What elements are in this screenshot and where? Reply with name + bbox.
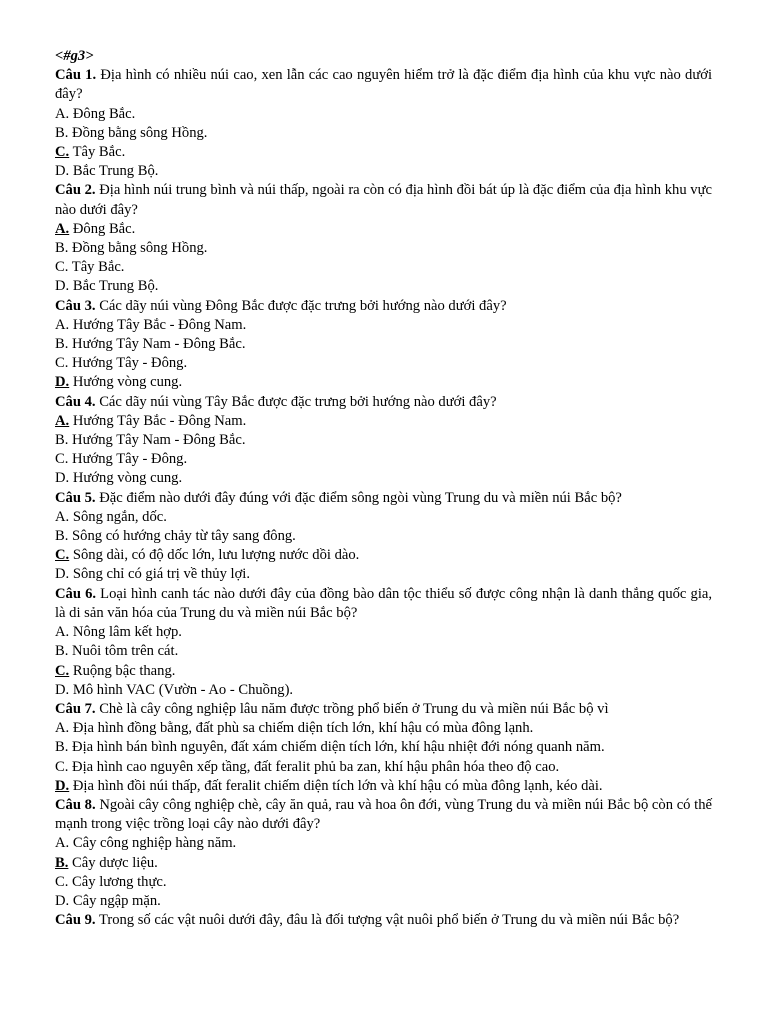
answer-option [55, 681, 712, 700]
option-letter: C. [55, 451, 69, 468]
option-text: Đồng bằng sông Hồng. [72, 124, 208, 141]
answer-option [55, 469, 712, 488]
answer-option [55, 623, 712, 642]
correct-option-letter: A. [55, 412, 70, 429]
option-letter: B. [55, 528, 69, 545]
correct-option-letter: D. [55, 374, 70, 391]
question-number: Câu 4. [55, 393, 96, 410]
option-letter: A. [55, 105, 70, 122]
question-number: Câu 8. [55, 796, 96, 813]
option-text: Cây công nghiệp hàng năm. [72, 835, 237, 852]
question-number: Câu 7. [55, 700, 96, 717]
question-number: Câu 6. [55, 585, 97, 602]
option-text: Bắc Trung Bộ. [72, 278, 159, 295]
option-text: Hướng Tây Bắc - Đông Nam. [72, 412, 247, 429]
question-block [55, 393, 712, 489]
question-block [55, 489, 712, 585]
option-text: Hướng vòng cung. [72, 470, 183, 487]
question-stem [55, 796, 712, 834]
question-stem [55, 700, 712, 719]
question-stem [55, 393, 712, 412]
option-letter: C. [55, 355, 69, 372]
answer-option [55, 412, 712, 431]
option-text: Hướng Tây - Đông. [72, 451, 188, 468]
option-letter: C. [55, 259, 69, 276]
option-letter: B. [55, 336, 69, 353]
answer-option [55, 220, 712, 239]
question-text: Địa hình núi trung bình và núi thấp, ngoài ra còn có địa hình đồi bát úp là đặc điểm của địa hình khu vực nào dưới đây? [55, 182, 712, 218]
answer-option [55, 565, 712, 584]
question-number: Câu 1. [55, 67, 97, 84]
question-text: Các dãy núi vùng Đông Bắc được đặc trưng bởi hướng nào dưới đây? [99, 297, 507, 314]
answer-option [55, 373, 712, 392]
answer-option [55, 258, 712, 277]
question-stem [55, 297, 712, 316]
option-letter: A. [55, 624, 70, 641]
answer-option [55, 450, 712, 469]
answer-option [55, 892, 712, 911]
question-stem [55, 911, 712, 930]
question-text: Trong số các vật nuôi dưới đây, đâu là đối tượng vật nuôi phổ biến ở Trung du và miền núi Bắc bộ? [98, 912, 680, 929]
correct-option-letter: C. [55, 144, 70, 161]
option-text: Đông Bắc. [72, 105, 136, 122]
option-text: Sông chỉ có giá trị về thủy lợi. [72, 566, 251, 583]
option-text: Cây dược liệu. [72, 854, 158, 871]
answer-option [55, 777, 712, 796]
option-letter: C. [55, 758, 69, 775]
option-text: Hướng Tây - Đông. [72, 355, 188, 372]
answer-option [55, 834, 712, 853]
question-group-tag: <#g3> [55, 48, 94, 64]
option-letter: B. [55, 240, 69, 257]
answer-option [55, 335, 712, 354]
answer-option [55, 662, 712, 681]
question-block [55, 66, 712, 181]
option-letter: D. [55, 278, 70, 295]
question-number: Câu 2. [55, 182, 96, 199]
question-number: Câu 3. [55, 297, 96, 314]
question-block [55, 700, 712, 796]
answer-option [55, 546, 712, 565]
option-text: Sông có hướng chảy từ tây sang đông. [72, 528, 296, 545]
question-list [55, 66, 712, 930]
question-text: Địa hình có nhiều núi cao, xen lẫn các cao nguyên hiểm trở là đặc điểm địa hình của khu vực nào dưới đây? [55, 67, 713, 103]
correct-option-letter: A. [55, 220, 70, 237]
option-text: Cây lương thực. [72, 873, 167, 890]
answer-option [55, 354, 712, 373]
question-block [55, 181, 712, 296]
correct-option-letter: D. [55, 777, 70, 794]
question-stem [55, 66, 712, 104]
option-text: Nuôi tôm trên cát. [72, 643, 179, 660]
option-text: Hướng Tây Nam - Đông Bắc. [72, 336, 246, 353]
option-letter: D. [55, 681, 70, 698]
answer-option [55, 527, 712, 546]
option-text: Địa hình bán bình nguyên, đất xám chiếm diện tích lớn, khí hậu nhiệt đới nóng quanh năm. [72, 739, 605, 756]
question-text: Chè là cây công nghiệp lâu năm được trồng phổ biến ở Trung du và miền núi Bắc bộ vì [99, 700, 609, 717]
option-letter: D. [55, 566, 70, 583]
option-text: Tây Bắc. [72, 144, 126, 161]
option-letter: C. [55, 873, 69, 890]
answer-option [55, 316, 712, 335]
answer-option [55, 277, 712, 296]
option-letter: B. [55, 643, 69, 660]
option-text: Nông lâm kết hợp. [72, 624, 182, 641]
document-page [55, 47, 712, 930]
answer-option [55, 162, 712, 181]
option-text: Địa hình cao nguyên xếp tầng, đất feralit phủ ba zan, khí hậu phân hóa theo độ cao. [72, 758, 560, 775]
option-text: Cây ngập mặn. [72, 892, 161, 909]
answer-option [55, 738, 712, 757]
option-text: Sông ngắn, dốc. [72, 508, 167, 525]
option-text: Sông dài, có độ dốc lớn, lưu lượng nước dồi dào. [72, 547, 360, 564]
answer-option [55, 508, 712, 527]
option-text: Địa hình đồi núi thấp, đất feralit chiếm diện tích lớn và khí hậu có mùa đông lạnh, kéo dài. [72, 777, 603, 794]
question-block [55, 585, 712, 700]
option-letter: D. [55, 892, 70, 909]
option-text: Bắc Trung Bộ. [72, 163, 159, 180]
answer-option [55, 143, 712, 162]
answer-option [55, 105, 712, 124]
answer-option [55, 854, 712, 873]
answer-option [55, 431, 712, 450]
option-letter: B. [55, 432, 69, 449]
option-letter: B. [55, 739, 69, 756]
question-stem [55, 489, 712, 508]
option-text: Mô hình VAC (Vườn - Ao - Chuồng). [72, 681, 294, 698]
option-letter: A. [55, 835, 70, 852]
option-letter: D. [55, 470, 70, 487]
option-letter: A. [55, 508, 70, 525]
option-text: Hướng vòng cung. [72, 374, 183, 391]
question-block [55, 297, 712, 393]
option-text: Đồng bằng sông Hồng. [72, 240, 208, 257]
correct-option-letter: C. [55, 662, 70, 679]
answer-option [55, 873, 712, 892]
question-stem [55, 181, 712, 219]
question-text: Loại hình canh tác nào dưới đây của đồng bào dân tộc thiểu số được công nhận là danh thắng quốc gia, là di sản văn hóa của Trung du và miền núi Bắc bộ? [55, 585, 712, 621]
option-text: Ruộng bậc thang. [72, 662, 176, 679]
correct-option-letter: C. [55, 547, 70, 564]
option-letter: B. [55, 124, 69, 141]
answer-option [55, 239, 712, 258]
option-text: Tây Bắc. [71, 259, 125, 276]
answer-option [55, 719, 712, 738]
question-number: Câu 5. [55, 489, 96, 506]
question-block [55, 796, 712, 911]
option-letter: D. [55, 163, 70, 180]
option-text: Địa hình đồng bằng, đất phù sa chiếm diện tích lớn, khí hậu có mùa đông lạnh. [72, 720, 534, 737]
option-text: Hướng Tây Bắc - Đông Nam. [72, 316, 247, 333]
option-letter: A. [55, 720, 70, 737]
question-text: Đặc điểm nào dưới đây đúng với đặc điểm sông ngòi vùng Trung du và miền núi Bắc bộ? [99, 489, 622, 506]
question-block [55, 911, 712, 930]
option-letter: A. [55, 316, 70, 333]
question-number: Câu 9. [55, 912, 96, 929]
answer-option [55, 642, 712, 661]
answer-option [55, 124, 712, 143]
answer-option [55, 758, 712, 777]
question-stem [55, 585, 712, 623]
option-text: Đông Bắc. [72, 220, 136, 237]
question-text: Các dãy núi vùng Tây Bắc được đặc trưng bởi hướng nào dưới đây? [99, 393, 497, 410]
question-text: Ngoài cây công nghiệp chè, cây ăn quả, rau và hoa ôn đới, vùng Trung du và miền núi Bắc bộ còn có thế mạnh trong việc trồng loại cây nào dưới đây? [55, 796, 713, 833]
option-text: Hướng Tây Nam - Đông Bắc. [72, 432, 246, 449]
correct-option-letter: B. [55, 854, 69, 871]
